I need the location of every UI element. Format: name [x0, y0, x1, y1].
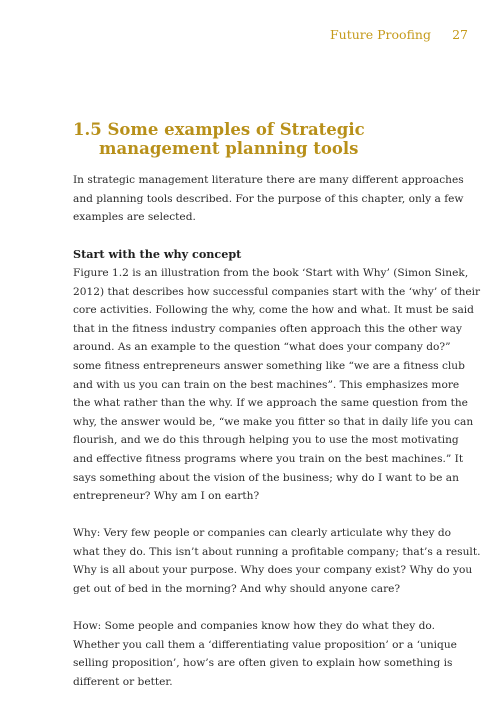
why-concept-paragraph [73, 264, 481, 506]
running-header [330, 27, 470, 47]
page-number: 27 [452, 27, 468, 42]
text-line: and with us you can train on the best machines”. This emphasizes more [73, 378, 460, 391]
text-line: that in the fitness industry companies often approach this the other way [73, 322, 462, 335]
section-heading [73, 120, 433, 158]
text-line: core activities. Following the why, come the how and what. It must be said [73, 304, 474, 317]
text-line: different or better. [73, 676, 173, 689]
text-line: How: Some people and companies know how they do what they do. [73, 620, 435, 633]
text-line: and effective fitness programs where you train on the best machines.” It [73, 452, 464, 465]
section-heading-line: management planning tools [99, 139, 359, 158]
text-line: Why: Very few people or companies can clearly articulate why they do [73, 527, 452, 540]
paragraph-gap [73, 227, 423, 246]
intro-paragraph [73, 171, 464, 227]
text-line: Why is all about your purpose. Why does your company exist? Why do you [73, 564, 473, 577]
paragraph-gap [73, 599, 423, 618]
running-title: Future Proofing [330, 27, 431, 42]
text-line: Figure 1.2 is an illustration from the book ‘Start with Why’ (Simon Sinek, [73, 266, 469, 279]
how-paragraph [73, 617, 457, 691]
text-line: and planning tools described. For the purpose of this chapter, only a few [73, 192, 464, 205]
text-line: get out of bed in the morning? And why should anyone care? [73, 583, 401, 596]
text-line: why, the answer would be, “we make you fitter so that in daily life you can [73, 415, 474, 428]
text-line: Whether you call them a ‘differentiating value proposition’ or a ‘unique [73, 638, 457, 651]
body-text [73, 171, 481, 692]
section-heading-line: 1.5 Some examples of Strategic [73, 120, 365, 139]
text-line: 2012) that describes how successful companies start with the ‘why’ of their [73, 285, 481, 298]
subheading-why-concept: Start with the why concept [73, 247, 242, 262]
paragraph-gap [73, 506, 423, 525]
text-line: selling proposition’, how’s are often given to explain how something is [73, 657, 453, 670]
text-line: some fitness entrepreneurs answer something like “we are a fitness club [73, 359, 465, 372]
text-line: says something about the vision of the business; why do I want to be an [73, 471, 459, 484]
text-line: examples are selected. [73, 211, 196, 224]
text-line: flourish, and we do this through helping you to use the most motivating [73, 434, 459, 447]
text-line: the what rather than the why. If we approach the same question from the [73, 397, 468, 410]
text-line: entrepreneur? Why am I on earth? [73, 490, 260, 503]
text-line: In strategic management literature there are many different approaches [73, 174, 464, 186]
text-line: what they do. This isn’t about running a profitable company; that’s a result. [73, 545, 481, 558]
text-line: around. As an example to the question “what does your company do?” [73, 341, 451, 354]
why-paragraph [73, 524, 481, 598]
